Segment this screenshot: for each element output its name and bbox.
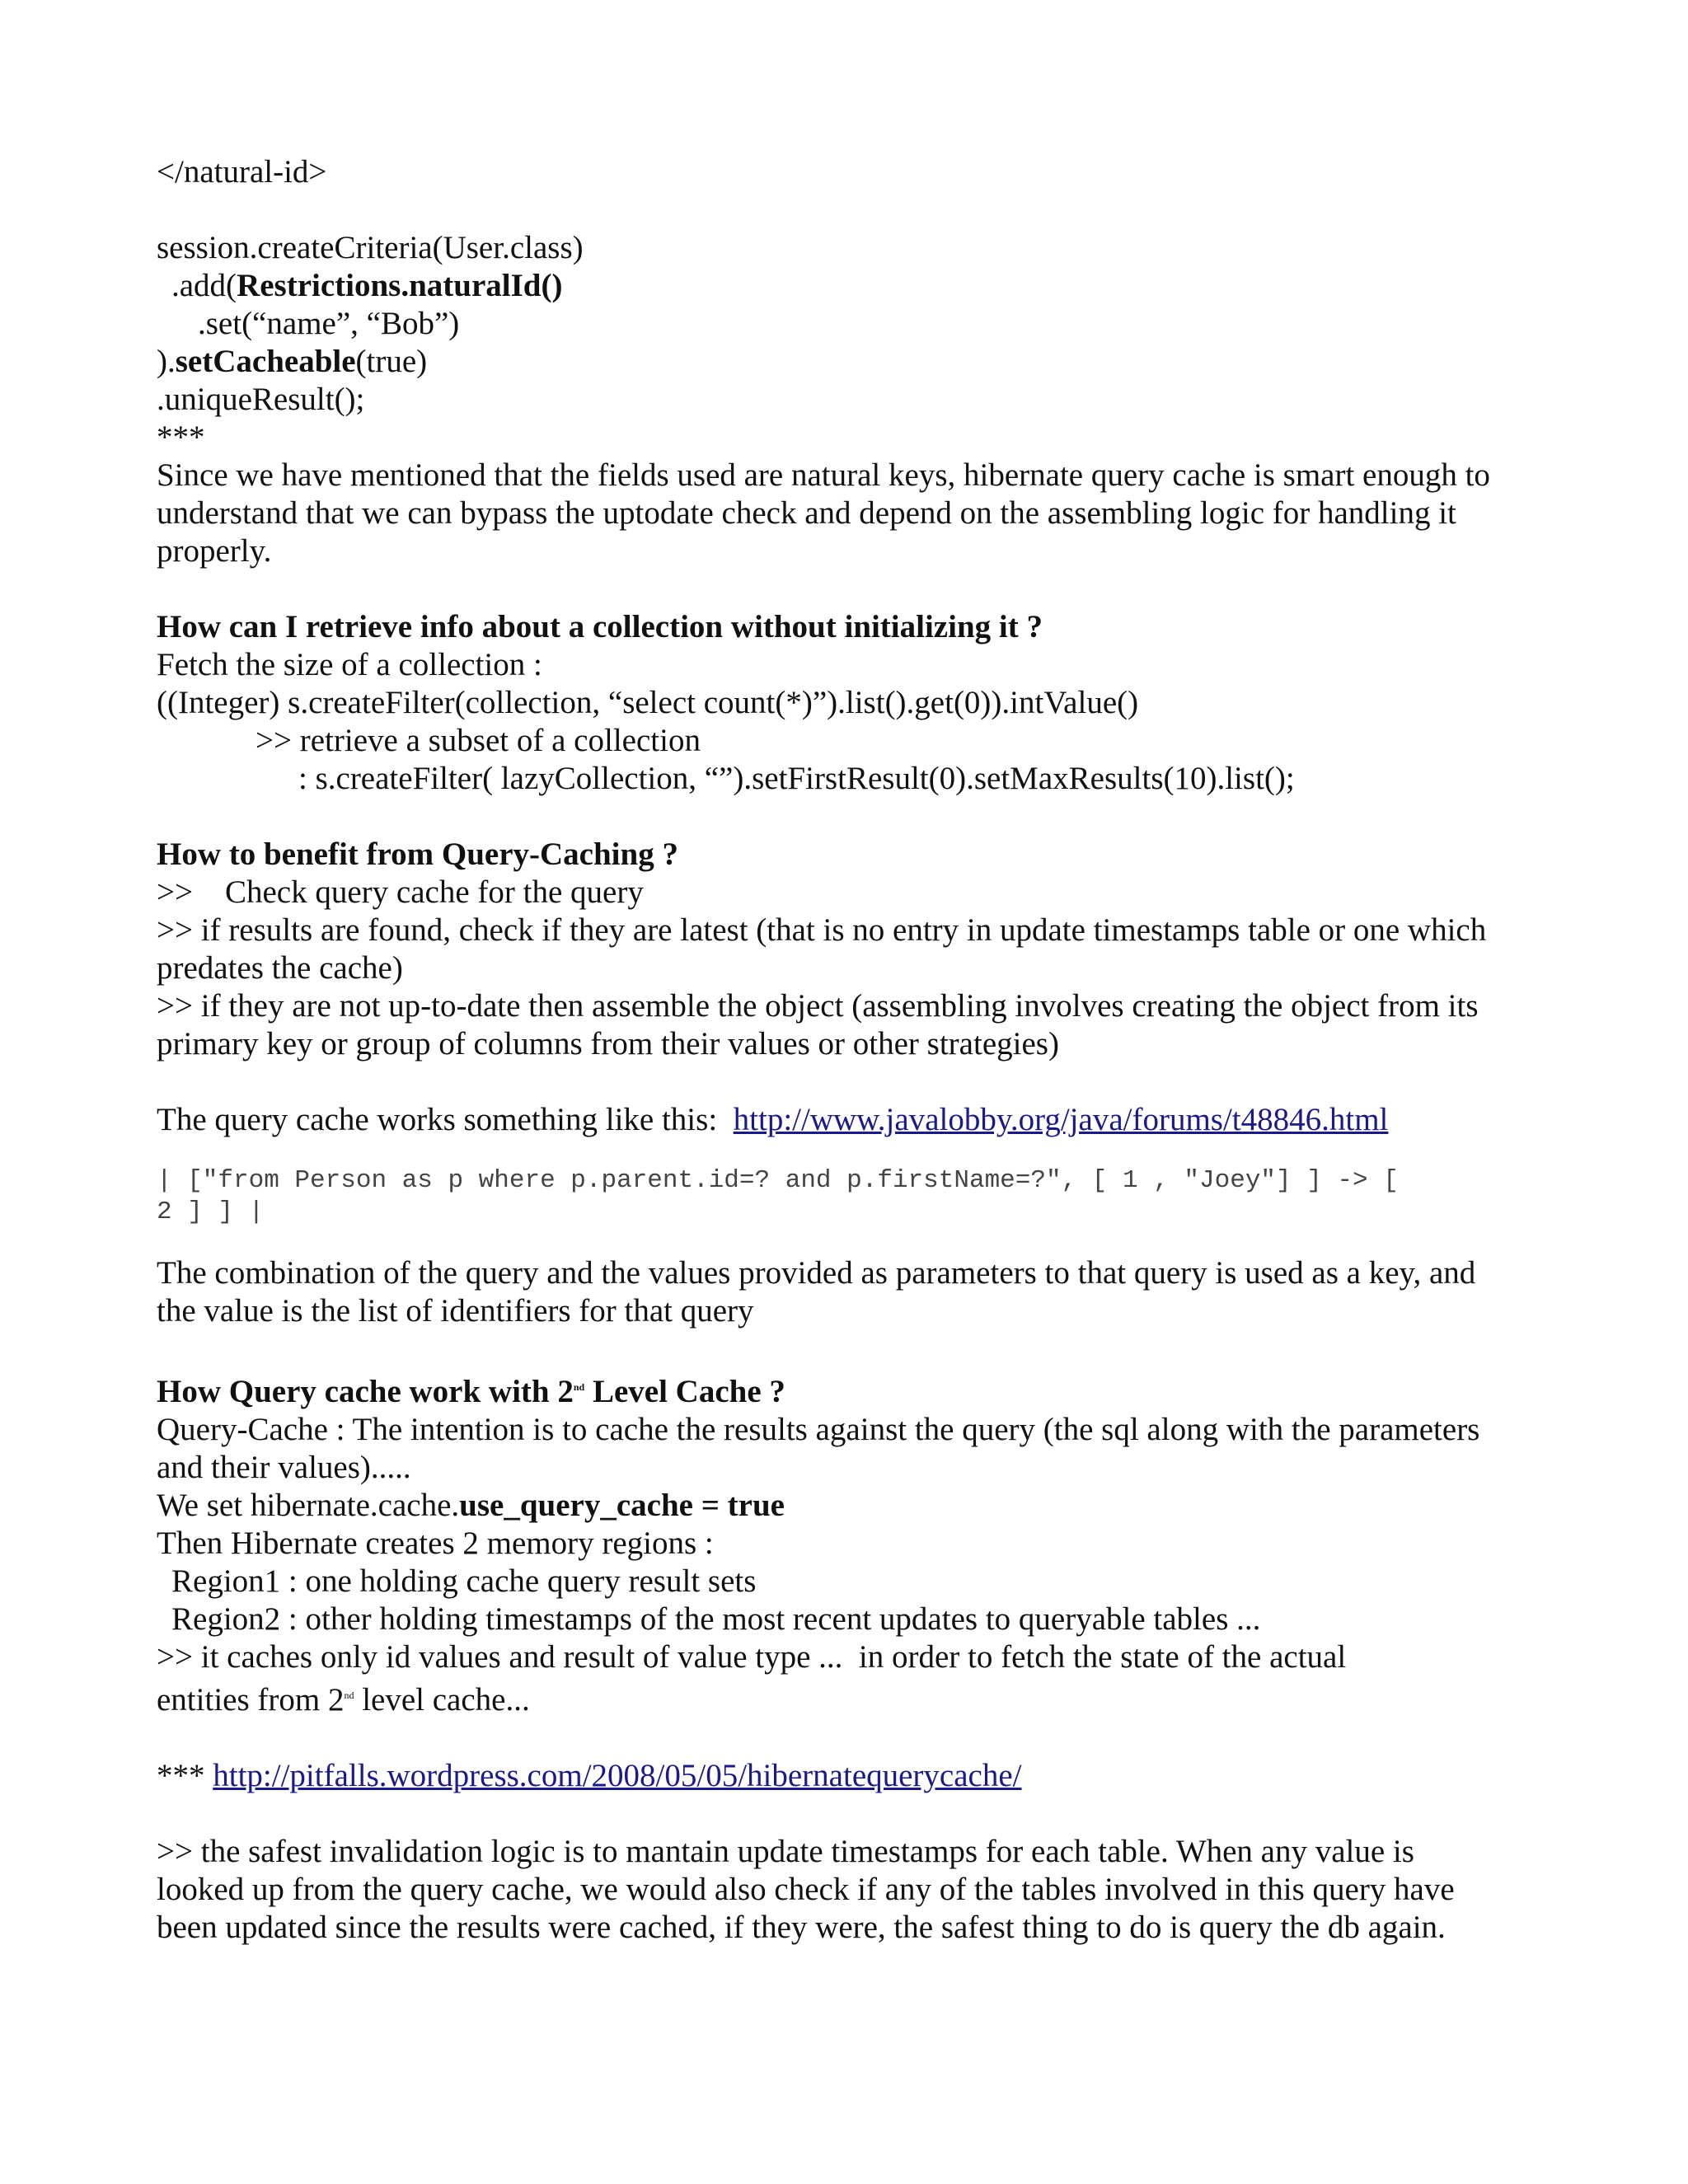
heading-fragment: How Query cache work with 2 [157, 1374, 574, 1409]
code-line: ((Integer) s.createFilter(collection, “select count(*)”).list().get(0)).intValue() [157, 685, 1139, 720]
code-fragment-bold: setCacheable [175, 344, 356, 379]
text-line: predates the cache) [157, 950, 403, 986]
separator-stars: *** [157, 419, 205, 455]
section-heading [157, 1368, 1558, 1411]
text-fragment-bold: use_query_cache = true [459, 1488, 785, 1523]
text-line: >> if results are found, check if they are latest (that is no entry in update timestamps table or one which [157, 912, 1487, 948]
paragraph-line: >> the safest invalidation logic is to mantain update timestamps for each table. When any value is [157, 1834, 1414, 1869]
heading-fragment: Level Cache ? [584, 1374, 785, 1409]
text-line: Query-Cache : The intention is to cache the results against the query (the sql along with the parameters [157, 1412, 1480, 1447]
code-fragment: .add( [171, 268, 237, 303]
text-fragment: *** [157, 1758, 213, 1793]
paragraph-line: understand that we can bypass the uptodate check and depend on the assembling logic for handling it [157, 495, 1456, 531]
text-line [157, 1757, 1558, 1795]
text-line [157, 1487, 1558, 1525]
text-fragment: level cache... [354, 1682, 530, 1718]
paragraph-line: Since we have mentioned that the fields used are natural keys, hibernate query cache is smart enough to [157, 457, 1490, 493]
code-line: : s.createFilter( lazyCollection, “”).setFirstResult(0).setMaxResults(10).list(); [298, 761, 1295, 796]
section-heading: How can I retrieve info about a collection without initializing it ? [157, 609, 1043, 644]
text-line: and their values)..... [157, 1450, 411, 1485]
code-fragment: ). [157, 344, 176, 379]
text-line: Region1 : one holding cache query result sets [171, 1563, 757, 1599]
text-fragment: We set hibernate.cache. [157, 1488, 460, 1523]
text-line: >> it caches only id values and result of value type ... in order to fetch the state of the actual [157, 1639, 1347, 1675]
pitfalls-link[interactable]: http://pitfalls.wordpress.com/2008/05/05/hibernatequerycache/ [213, 1758, 1022, 1793]
text-line: The combination of the query and the values provided as parameters to that query is used as a key, and [157, 1255, 1476, 1291]
text-line: Fetch the size of a collection : [157, 647, 542, 682]
text-line: Then Hibernate creates 2 memory regions : [157, 1526, 714, 1561]
code-fragment-bold: Restrictions.naturalId() [237, 268, 563, 303]
code-line: session.createCriteria(User.class) [157, 230, 584, 265]
text-line: the value is the list of identifiers for that query [157, 1293, 754, 1329]
text-line [157, 1676, 1558, 1719]
code-block-line: 2 ] ] | [157, 1197, 265, 1226]
paragraph-line: been updated since the results were cached, if they were, the safest thing to do is query the db again. [157, 1910, 1446, 1945]
code-line [157, 343, 1558, 381]
text-line: >> Check query cache for the query [157, 874, 644, 910]
text-fragment: entities from 2 [157, 1682, 345, 1718]
code-block-line: | ["from Person as p where p.parent.id=? and p.firstName=?", [ 1 , "Joey"] ] -> [ [157, 1166, 1399, 1195]
ordinal-suffix: nd [573, 1381, 585, 1393]
text-fragment: The query cache works something like this: [157, 1102, 734, 1137]
section-heading: How to benefit from Query-Caching ? [157, 837, 678, 872]
text-line: >> retrieve a subset of a collection [256, 723, 701, 758]
text-line [157, 1101, 1558, 1139]
document-page [157, 153, 1558, 1947]
text-line: >> if they are not up-to-date then assemble the object (assembling involves creating the object from its [157, 988, 1479, 1024]
text-line: </natural-id> [157, 154, 327, 190]
paragraph-line: looked up from the query cache, we would also check if any of the tables involved in this query have [157, 1872, 1455, 1907]
code-line: .set(“name”, “Bob”) [198, 306, 460, 341]
code-line [157, 267, 1558, 305]
code-line: .uniqueResult(); [157, 382, 365, 417]
text-line: primary key or group of columns from their values or other strategies) [157, 1026, 1059, 1062]
code-fragment: (true) [355, 344, 428, 379]
text-line: Region2 : other holding timestamps of the most recent updates to queryable tables ... [171, 1601, 1261, 1637]
ordinal-suffix: nd [344, 1690, 354, 1701]
javalobby-link[interactable]: http://www.javalobby.org/java/forums/t48846.html [733, 1102, 1389, 1137]
paragraph-line: properly. [157, 533, 272, 569]
